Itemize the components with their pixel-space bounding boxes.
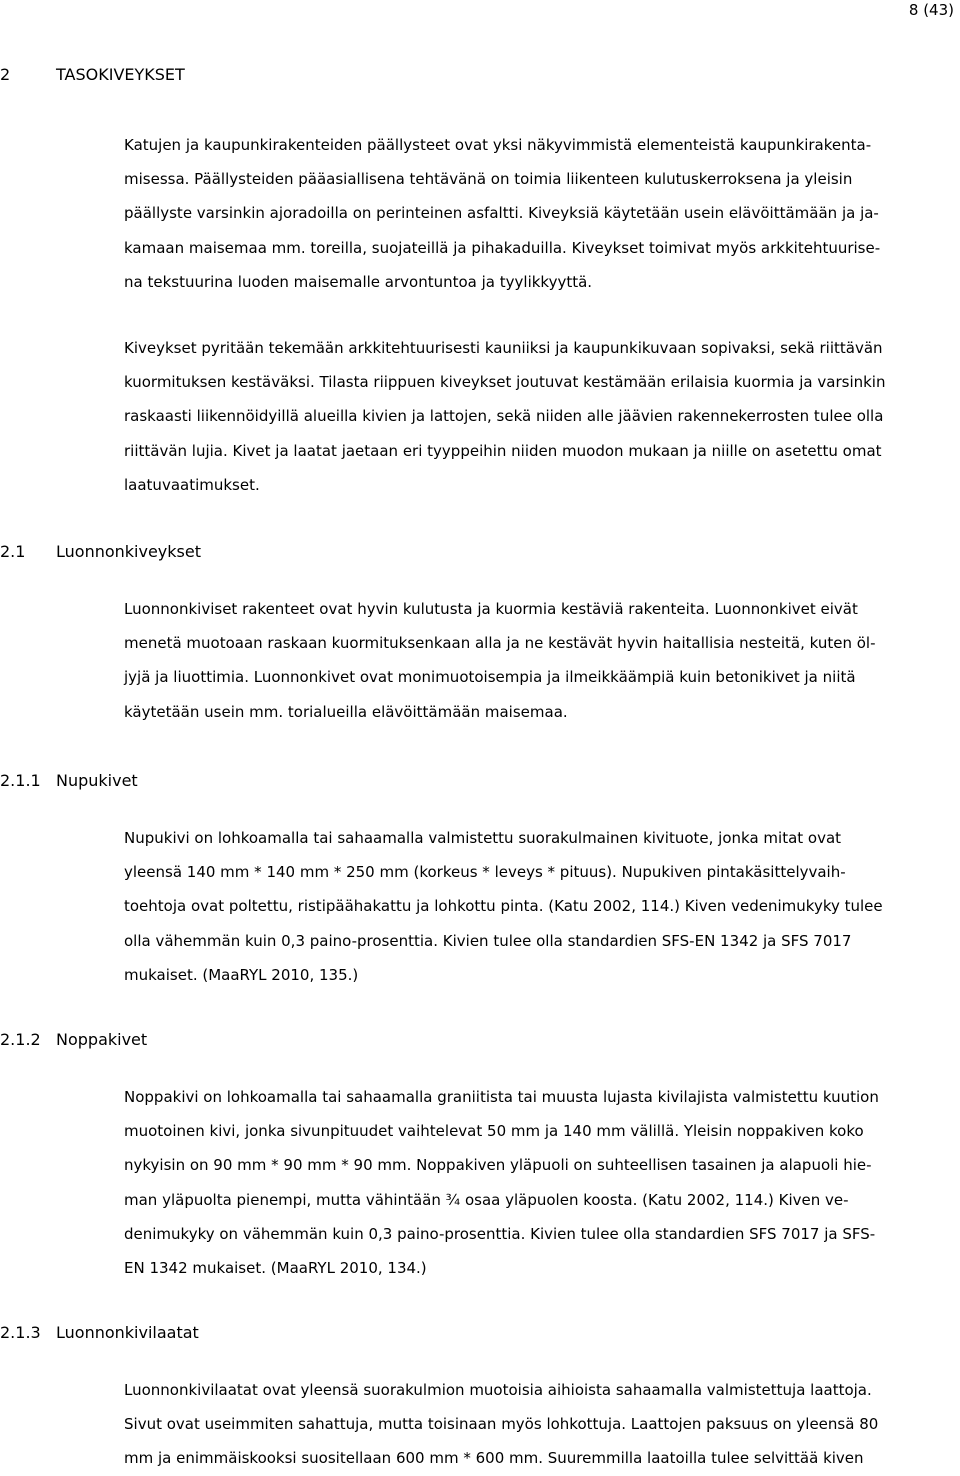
- text-line: misessa. Päällysteiden pääasiallisena tehtävänä on toimia liikenteen kulutuskerroksena ja yleisin: [124, 170, 853, 189]
- page-number: 8 (43): [908, 1, 954, 19]
- section-number: 2.1: [0, 542, 26, 561]
- text-line: muotoinen kivi, jonka sivunpituudet vaihtelevat 50 mm ja 140 mm välillä. Yleisin noppakiven koko: [124, 1122, 864, 1141]
- text-line: käytetään usein mm. torialueilla elävöittämään maisemaa.: [124, 702, 568, 721]
- paragraph: [124, 128, 960, 299]
- section-heading: [0, 1029, 147, 1051]
- text-line: denimukyky on vähemmän kuin 0,3 paino-prosenttia. Kivien tulee olla standardien SFS 7017 ja SFS-: [124, 1224, 876, 1243]
- text-line: man yläpuolta pienempi, mutta vähintään ¾ osaa yläpuolen koosta. (Katu 2002, 114.) Kiven ve-: [124, 1190, 849, 1209]
- text-line: kamaan maisemaa mm. toreilla, suojateillä ja pihakaduilla. Kiveykset toimivat myös arkkitehtuurise-: [124, 238, 881, 257]
- section-title: Noppakivet: [56, 1030, 148, 1049]
- text-line: Noppakivi on lohkoamalla tai sahaamalla graniitista tai muusta lujasta kivilajista valmistettu kuution: [124, 1088, 879, 1106]
- text-line: Katujen ja kaupunkirakenteiden päällysteet ovat yksi näkyvimmistä elementeistä kaupunkirakenta-: [124, 136, 872, 154]
- text-line: kuormituksen kestäväksi. Tilasta riippuen kiveykset joutuvat kestämään erilaisia kuormia ja varsinkin: [124, 373, 886, 392]
- section-number: 2.1.2: [0, 1030, 41, 1049]
- section-heading: [0, 1322, 199, 1344]
- text-line: päällyste varsinkin ajoradoilla on perinteinen asfaltti. Kiveyksiä käytetään usein elävöittämään ja ja-: [124, 204, 879, 223]
- text-line: mm ja enimmäiskooksi suositellaan 600 mm * 600 mm. Suuremmilla laatoilla tulee selvittää kiven: [124, 1449, 864, 1468]
- text-line: jyjä ja liuottimia. Luonnonkivet ovat monimuotoisempia ja ilmeikkäämpiä kuin betonikivet ja niitä: [124, 668, 856, 687]
- text-line: mukaiset. (MaaRYL 2010, 135.): [124, 965, 359, 984]
- section-title: TASOKIVEYKSET: [56, 65, 185, 84]
- section-number: 2.1.1: [0, 771, 41, 790]
- paragraph: [124, 821, 960, 992]
- text-line: Kiveykset pyritään tekemään arkkitehtuurisesti kauniiksi ja kaupunkikuvaan sopivaksi, sekä riittävän: [124, 339, 883, 357]
- section-heading: [0, 770, 138, 792]
- section-heading: [0, 541, 201, 563]
- text-line: raskaasti liikennöidyillä alueilla kivien ja lattojen, sekä niiden alle jäävien rakennekerrosten tulee olla: [124, 407, 884, 426]
- paragraph: [124, 1080, 960, 1285]
- text-line: Sivut ovat useimmiten sahattuja, mutta toisinaan myös lohkottuja. Laattojen paksuus on yleensä 80: [124, 1415, 879, 1434]
- section-title: Nupukivet: [56, 771, 138, 790]
- text-line: toehtoja ovat poltettu, ristipäähakattu ja lohkottu pinta. (Katu 2002, 114.) Kiven vedenimukyky tulee: [124, 897, 883, 916]
- text-line: riittävän lujia. Kivet ja laatat jaetaan eri tyyppeihin niiden muodon mukaan ja niille on asetettu omat: [124, 441, 882, 460]
- paragraph: [124, 1373, 960, 1476]
- text-line: Luonnonkiviset rakenteet ovat hyvin kulutusta ja kuormia kestäviä rakenteita. Luonnonkivet eivät: [124, 600, 858, 618]
- section-number: 2: [0, 65, 11, 84]
- text-line: yleensä 140 mm * 140 mm * 250 mm (korkeus * leveys * pituus). Nupukiven pintakäsittelyvaih-: [124, 863, 846, 882]
- section-number: 2.1.3: [0, 1323, 41, 1342]
- paragraph: [124, 592, 960, 729]
- text-line: laatuvaatimukset.: [124, 475, 260, 494]
- text-line: menetä muotoaan raskaan kuormituksenkaan alla ja ne kestävät hyvin haitallisia nesteitä, kuten öl-: [124, 634, 876, 653]
- section-title: Luonnonkivilaatat: [56, 1323, 199, 1342]
- section-heading: [0, 64, 185, 86]
- text-line: Luonnonkivilaatat ovat yleensä suorakulmion muotoisia aihioista sahaamalla valmistettuja laattoja.: [124, 1381, 872, 1399]
- text-line: Nupukivi on lohkoamalla tai sahaamalla valmistettu suorakulmainen kivituote, jonka mitat ovat: [124, 829, 842, 847]
- text-line: EN 1342 mukaiset. (MaaRYL 2010, 134.): [124, 1259, 427, 1278]
- text-line: na tekstuurina luoden maisemalle arvontuntoa ja tyylikkyyttä.: [124, 272, 593, 291]
- text-line: nykyisin on 90 mm * 90 mm * 90 mm. Noppakiven yläpuoli on suhteellisen tasainen ja alapuoli hie-: [124, 1156, 872, 1175]
- section-title: Luonnonkiveykset: [56, 542, 201, 561]
- text-line: olla vähemmän kuin 0,3 paino-prosenttia. Kivien tulee olla standardien SFS-EN 1342 ja SFS 7017: [124, 931, 852, 950]
- paragraph: [124, 331, 960, 502]
